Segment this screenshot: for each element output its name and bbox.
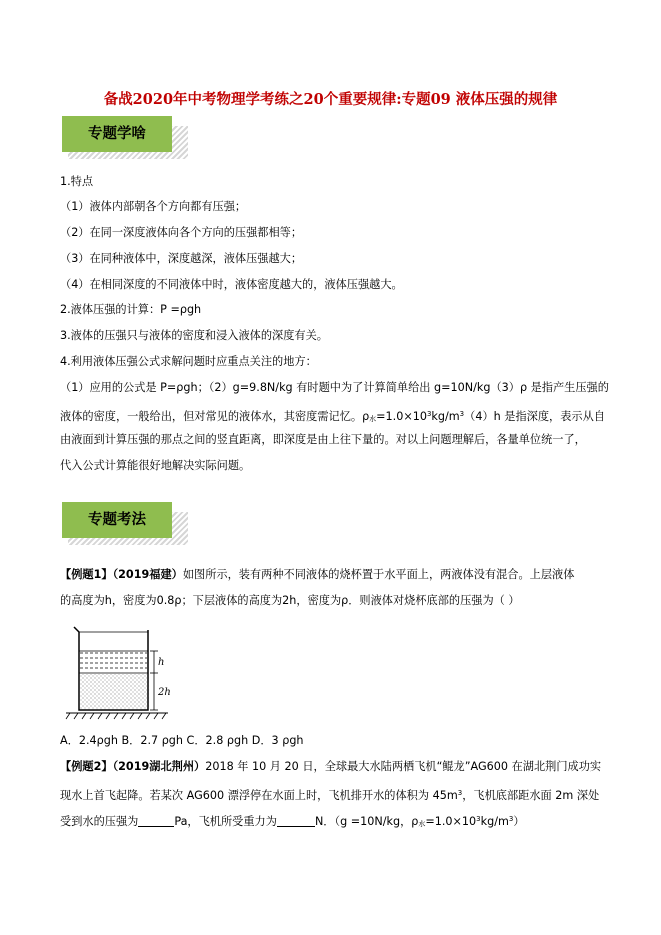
ground-hatching — [66, 713, 166, 719]
learn-line-1: 1.特点 — [60, 175, 94, 188]
exponent: 3 — [457, 789, 463, 797]
lower-liquid — [80, 674, 147, 710]
learn-line-2: （1）液体内部朝各个方向都有压强； — [60, 200, 247, 213]
document-title: 备战2020年中考物理学考练之20个重要规律:专题09 液体压强的规律 — [103, 91, 558, 108]
exponent: 3 — [508, 815, 514, 823]
example-2-line-3-f: ） — [513, 815, 525, 828]
learn-line-9: （1）应用的公式是 P=ρgh；（2）g=9.8N/kg 有时题中为了计算简单给出 g=10N/kg（3）ρ 是指产生压强的 — [60, 381, 609, 394]
example-1-line-1 — [60, 568, 574, 582]
exponent: 3 — [459, 410, 465, 418]
label-2h: 2h — [158, 687, 171, 698]
learn-line-11: 由液面到计算压强的那点之间的竖直距离，即深度是由上往下量的。对以上问题理解后，各量单位统一了， — [60, 433, 586, 446]
banner-label: 专题学啥 — [88, 126, 146, 142]
example-2-line-3-a: 受到水的压强为 — [60, 815, 139, 828]
learn-line-12: 代入公式计算能很好地解决实际问题。 — [60, 459, 251, 472]
example-2-text: 2018 年 10 月 20 日，全球最大水陆两栖飞机“鲲龙”AG600 在湖北荆门成功实 — [205, 760, 602, 773]
learn-line-10 — [60, 407, 605, 426]
learn-line-3: （2）在同一深度液体向各个方向的压强都相等； — [60, 226, 303, 239]
beaker-figure — [62, 625, 192, 725]
section-banner-learn — [62, 116, 182, 156]
example-1-options: A．2.4ρgh B．2.7 ρgh C．2.8 ρgh D．3 ρgh — [60, 734, 304, 747]
answer-blank-pressure[interactable] — [138, 815, 174, 827]
example-1-text: 如图所示，装有两种不同液体的烧杯置于水平面上，两液体没有混合。上层液体 — [182, 568, 575, 581]
example-1-source: （2019福建） — [112, 568, 183, 581]
example-2-line-2 — [60, 786, 599, 803]
example-2-line-3-e: kg/m — [480, 815, 509, 828]
learn-line-10-a: 液体的密度，一般给出，但对常见的液体水，其密度需记忆。ρ — [60, 410, 370, 423]
example-2-line-2-a: 现水上首飞起降。若某次 AG600 漂浮停在水面上时，飞机排开水的体积为 45m — [60, 789, 458, 802]
learn-line-6: 2.液体压强的计算：P =ρgh — [60, 303, 202, 316]
example-2-line-3 — [60, 812, 525, 831]
section-banner-test — [62, 502, 182, 542]
example-2-source: （2019湖北荆州） — [112, 760, 206, 773]
learn-line-10-c: kg/m — [431, 410, 460, 423]
learn-line-4: （3）在同种液体中，深度越深，液体压强越大； — [60, 252, 303, 265]
example-2-line-3-d: =1.0×10 — [425, 815, 477, 828]
dimension-markers — [150, 651, 158, 710]
learn-line-7: 3.液体的压强只与液体的密度和浸入液体的深度有关。 — [60, 329, 328, 342]
upper-liquid — [80, 653, 147, 668]
answer-blank-gravity[interactable] — [277, 815, 315, 827]
learn-line-10-b: =1.0×10 — [376, 410, 427, 423]
learn-line-8: 4.利用液体压强公式求解问题时应重点关注的地方： — [60, 355, 317, 368]
example-1-line-2: 的高度为h，密度为0.8ρ；下层液体的高度为2h，密度为ρ．则液体对烧杯底部的压强为（ ） — [60, 594, 520, 607]
water-subscript: 水 — [418, 820, 426, 828]
learn-line-10-d: （4）h 是指深度，表示从自 — [464, 410, 605, 423]
banner-label: 专题考法 — [88, 512, 146, 528]
example-2-line-3-b: Pa，飞机所受重力为 — [174, 815, 277, 828]
example-2-line-1 — [60, 760, 601, 774]
water-subscript: 水 — [369, 415, 377, 423]
example-1-tag: 【例题1】 — [60, 568, 113, 581]
exponent: 3 — [426, 410, 432, 418]
example-2-line-2-b: ，飞机底部距水面 2m 深处 — [462, 789, 600, 802]
example-2-tag: 【例题2】 — [60, 760, 113, 773]
example-2-line-3-c: N．（g =10N/kg，ρ — [314, 815, 419, 828]
exponent: 3 — [476, 815, 481, 823]
learn-line-5: （4）在相同深度的不同液体中时，液体密度越大的，液体压强越大。 — [60, 278, 403, 291]
label-h: h — [158, 657, 165, 668]
